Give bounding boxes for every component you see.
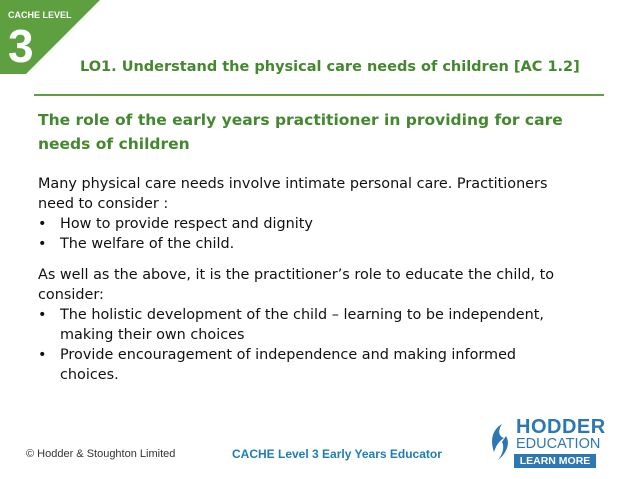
logo-line-1: HODDER: [516, 416, 606, 438]
subtitle-line-2: needs of children: [38, 135, 190, 153]
list-item-text: The welfare of the child.: [60, 236, 235, 252]
subtitle-line-1: The role of the early years practitioner in providing for care: [38, 111, 563, 129]
list-item: [38, 305, 613, 345]
intro-line-1: Many physical care needs involve intimate personal care. Practitioners: [38, 176, 548, 192]
copyright-notice: © Hodder & Stoughton Limited: [26, 448, 176, 460]
bullet-glyph: •: [38, 216, 47, 232]
list-item-text-cont: making their own choices: [60, 327, 245, 343]
role-paragraph: [38, 265, 613, 305]
slide-body: [38, 174, 613, 385]
logo-learn-more: LEARN MORE: [514, 454, 596, 468]
list-item: [38, 345, 613, 385]
hodder-education-logo: [486, 416, 626, 470]
list-item: [38, 214, 613, 234]
bullet-glyph: •: [38, 236, 47, 252]
badge-label: CACHE LEVEL: [8, 10, 72, 20]
page-title: LO1. Understand the physical care needs of children [AC 1.2]: [80, 59, 580, 75]
header-divider: [34, 94, 604, 96]
hodder-swoosh-icon: [486, 422, 514, 462]
considerations-list: [38, 214, 613, 254]
badge-number: 3: [8, 20, 34, 72]
list-item-text: The holistic development of the child – learning to be independent,: [60, 307, 544, 323]
intro-line-2: need to consider :: [38, 196, 169, 212]
list-item-text: Provide encouragement of independence and making informed: [60, 347, 517, 363]
logo-line-2: EDUCATION: [516, 436, 601, 452]
bullet-glyph: •: [38, 347, 47, 363]
role-line-1: As well as the above, it is the practitioner’s role to educate the child, to: [38, 267, 555, 283]
slide-subtitle: [38, 108, 598, 156]
education-list: [38, 305, 613, 385]
list-item: [38, 234, 613, 254]
list-item-text-cont: choices.: [60, 367, 119, 383]
intro-paragraph: [38, 174, 613, 214]
course-name: CACHE Level 3 Early Years Educator: [232, 447, 442, 461]
role-line-2: consider:: [38, 287, 104, 303]
bullet-glyph: •: [38, 307, 47, 323]
list-item-text: How to provide respect and dignity: [60, 216, 313, 232]
